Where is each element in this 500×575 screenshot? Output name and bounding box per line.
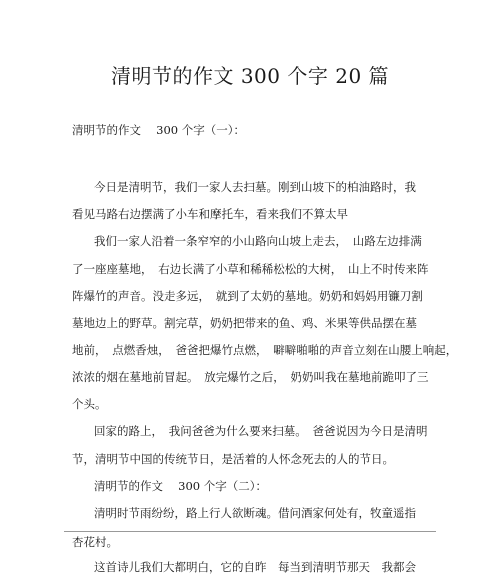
paragraph-line: 回家的路上， 我问爸爸为什么要来扫墓。 爸爸说因为今日是清明 xyxy=(94,424,428,438)
page-divider xyxy=(64,531,436,532)
paragraph-line: 我们一家人沿着一条窄窄的小山路向山坡上走去， 山路左边排满 xyxy=(94,234,422,248)
paragraph-line: 浓浓的烟在墓地前冒起。 放完爆竹之后， 奶奶叫我在墓地前跪叩了三 xyxy=(72,370,429,384)
section-heading-2: 清明节的作文 300 个字（二）： xyxy=(94,479,268,493)
paragraph-line: 节，清明节中国的传统节日，是活着的人怀念死去的人的节日。 xyxy=(72,452,394,466)
paragraph-line: 个头。 xyxy=(72,397,107,411)
paragraph-line: 了一座座墓地， 右边长满了小草和稀稀松松的大树， 山上不时传来阵 xyxy=(72,262,429,276)
document-title: 清明节的作文 300 个字 20 篇 xyxy=(110,64,390,88)
paragraph-line: 看见马路右边摆满了小车和摩托车，看来我们不算太早 xyxy=(72,207,348,221)
paragraph-line: 这首诗儿我们大都明白，它的自昨 每当到清明节那天 我都会 xyxy=(94,560,416,574)
paragraph-line: 今日是清明节，我们一家人去扫墓。刚到山坡下的柏油路时，我 xyxy=(94,180,416,194)
paragraph-line: 墓地边上的野草。割完草，奶奶把带来的鱼、鸡、米果等供品摆在墓 xyxy=(72,316,417,330)
section-heading-1: 清明节的作文 300 个字（一）： xyxy=(72,123,246,137)
paragraph-line: 阵爆竹的声音。没走多远， 就到了太奶的墓地。奶奶和妈妈用镰刀割 xyxy=(72,289,423,303)
paragraph-line: 清明时节雨纷纷，路上行人欲断魂。借问酒家何处有，牧童遥指 xyxy=(94,506,416,520)
paragraph-line: 杏花村。 xyxy=(72,535,118,549)
paragraph-line: 地前， 点燃香烛， 爸爸把爆竹点燃， 噼噼啪啪的声音立刻在山腰上响起， xyxy=(72,343,458,357)
